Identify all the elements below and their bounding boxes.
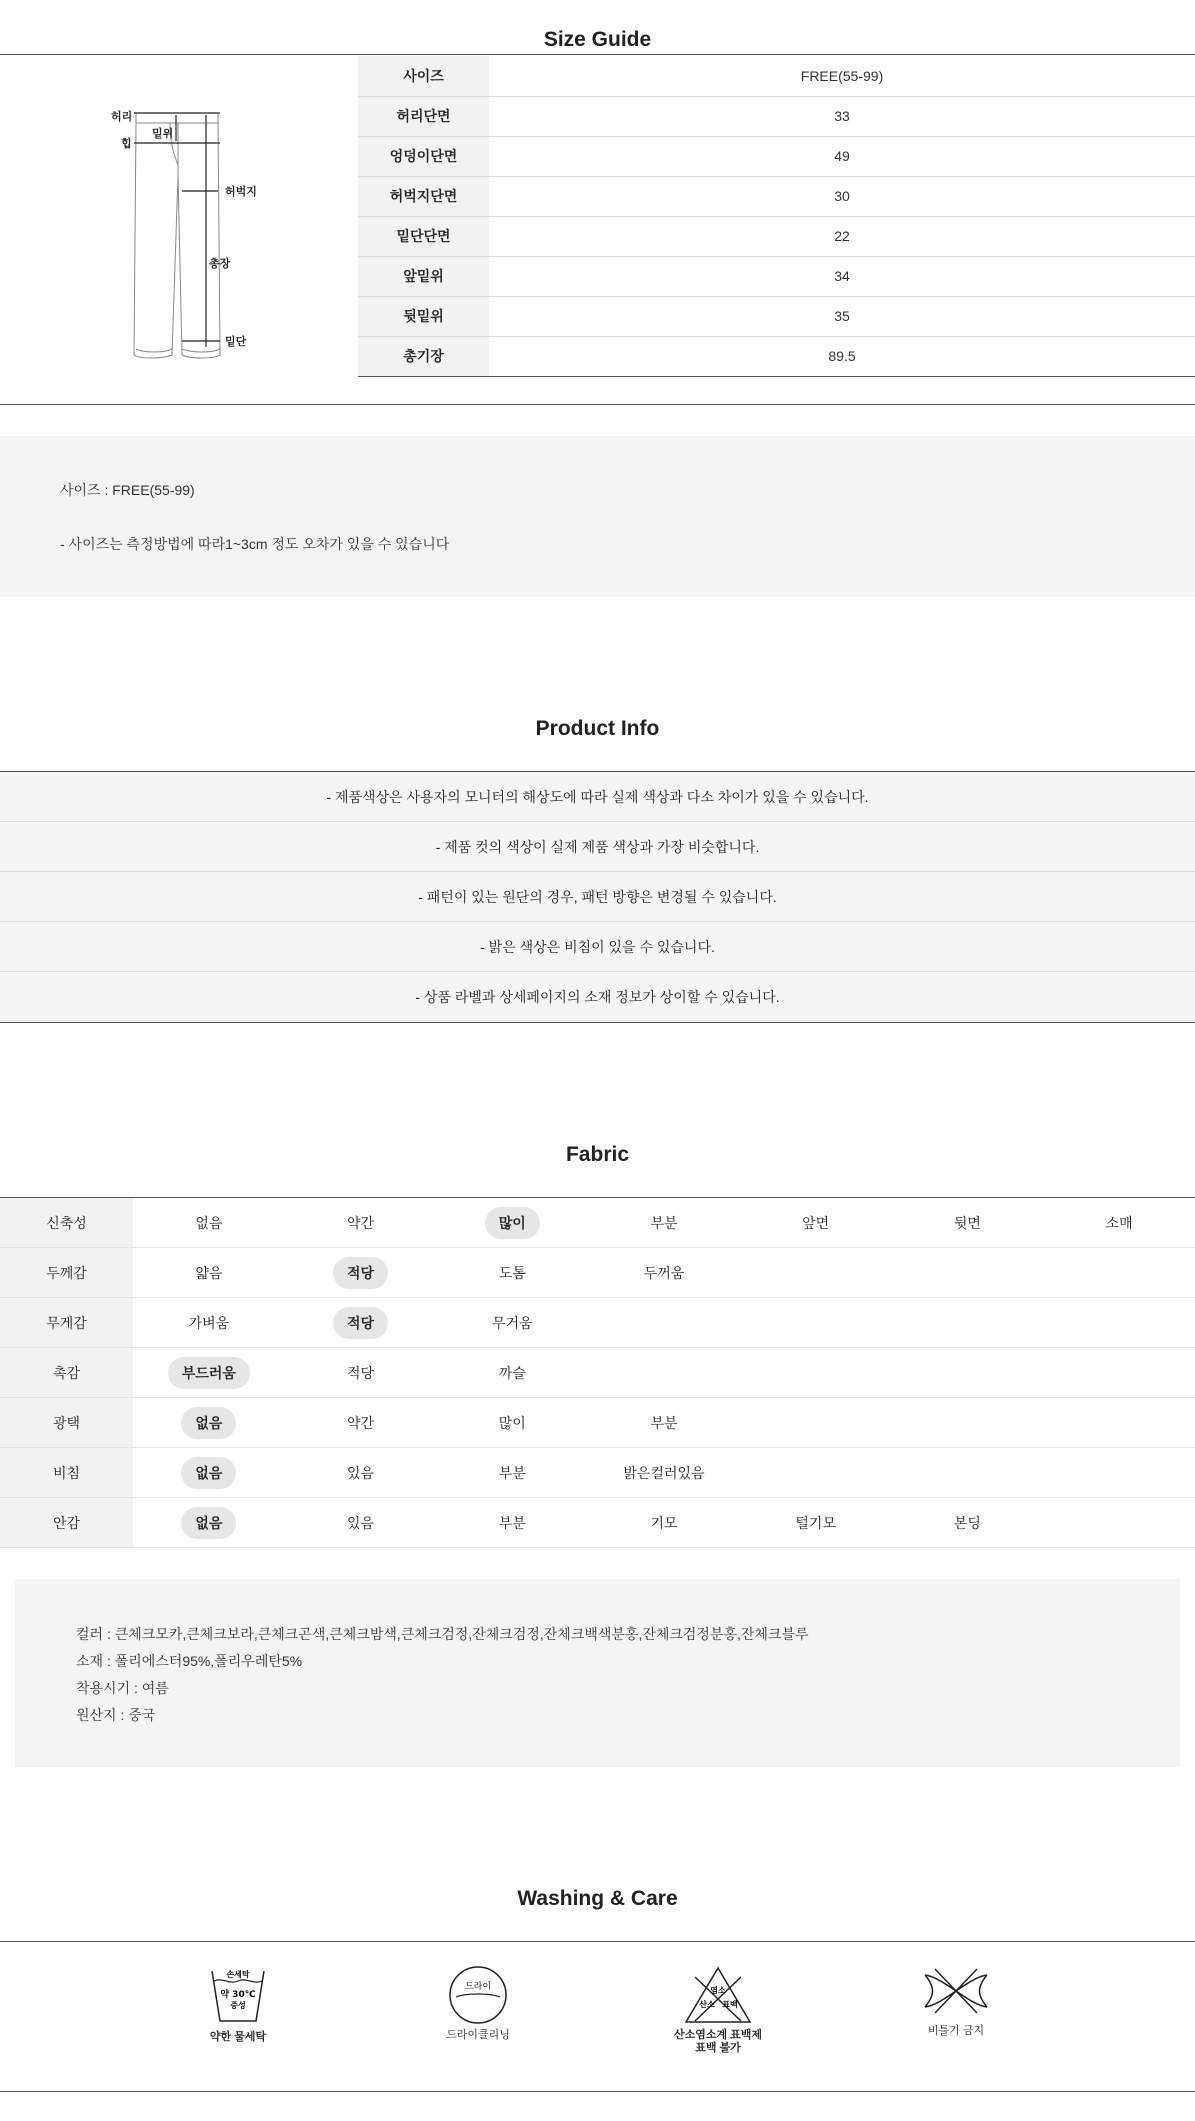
fabric-title: Fabric xyxy=(565,1143,630,1166)
size-note-line: - 사이즈는 측정방법에 따라1~3cm 정도 오차가 있을 수 있습니다 xyxy=(60,536,450,552)
fabric-option-selected: 없음 xyxy=(181,1457,236,1489)
fabric-option: 얇음 xyxy=(195,1264,223,1281)
fabric-option-cell xyxy=(133,1198,285,1248)
fabric-option: 없음 xyxy=(195,1214,223,1231)
fabric-option-cell xyxy=(1043,1348,1195,1398)
list-item: - 밝은 색상은 비침이 있을 수 있습니다. xyxy=(0,922,1195,972)
fabric-option-selected: 없음 xyxy=(181,1507,236,1539)
fabric-option-cell xyxy=(892,1298,1044,1348)
product-info-list xyxy=(0,771,1195,1023)
fabric-option-selected: 부드러움 xyxy=(168,1357,250,1389)
size-value: FREE(55-99) xyxy=(489,56,1195,96)
divider xyxy=(0,1941,1195,1942)
fabric-row-label: 광택 xyxy=(0,1398,133,1448)
size-table xyxy=(358,56,1195,377)
size-label: 허벅지단면 xyxy=(358,176,489,216)
wash-label: 산소염소계 표백제 xyxy=(673,2029,763,2041)
wash-symbol-text: 중성 xyxy=(230,2001,246,2010)
hem-label: 밑단 xyxy=(225,336,247,348)
fabric-option-cell xyxy=(892,1198,1044,1248)
divider xyxy=(0,2091,1195,2092)
fabric-option-cell xyxy=(285,1248,437,1298)
fabric-row xyxy=(0,1348,1195,1398)
fabric-option-cell xyxy=(285,1398,437,1448)
fabric-option-cell xyxy=(436,1448,588,1498)
table-row xyxy=(358,256,1195,296)
fabric-option: 털기모 xyxy=(795,1514,836,1531)
fabric-option-cell xyxy=(133,1498,285,1548)
fabric-option-cell xyxy=(588,1248,740,1298)
fabric-option-cell xyxy=(133,1348,285,1398)
fabric-row xyxy=(0,1248,1195,1298)
size-value: 30 xyxy=(489,176,1195,216)
no-bleach-icon xyxy=(683,1965,753,2025)
fabric-option: 앞면 xyxy=(802,1214,830,1231)
divider xyxy=(0,404,1195,405)
fabric-option-cell xyxy=(740,1198,892,1248)
size-label: 앞밑위 xyxy=(358,256,489,296)
fabric-option-cell xyxy=(740,1348,892,1398)
fabric-option-cell xyxy=(740,1298,892,1348)
wash-item xyxy=(638,1965,798,2055)
length-label: 총장 xyxy=(209,258,231,270)
fabric-option-cell xyxy=(892,1398,1044,1448)
fabric-option: 부분 xyxy=(498,1514,526,1531)
wash-symbol-text: 약 30℃ xyxy=(220,1990,256,2000)
size-guide-title: Size Guide xyxy=(543,28,652,51)
fabric-option: 많이 xyxy=(498,1414,526,1431)
fabric-option-cell xyxy=(1043,1248,1195,1298)
table-row xyxy=(358,56,1195,96)
fabric-option-cell xyxy=(436,1198,588,1248)
fabric-row-label: 두께감 xyxy=(0,1248,133,1298)
waist-label: 허리 xyxy=(111,111,133,123)
fabric-table xyxy=(0,1197,1195,1548)
size-value: 34 xyxy=(489,256,1195,296)
size-value: 89.5 xyxy=(489,336,1195,376)
dry-clean-icon xyxy=(448,1965,508,2025)
size-value: 22 xyxy=(489,216,1195,256)
hip-label: 힙 xyxy=(121,138,132,150)
season-spec: 착용시기 : 여름 xyxy=(76,1680,169,1696)
color-spec: 컬러 : 큰체크모카,큰체크보라,큰체크곤색,큰체크밤색,큰체크검정,잔체크검정,잔체크백색분홍,잔체크검정분홍,잔체크블루 xyxy=(76,1626,809,1642)
fabric-option-cell xyxy=(740,1498,892,1548)
fabric-option: 소매 xyxy=(1105,1214,1133,1231)
fabric-option-cell xyxy=(285,1298,437,1348)
size-label: 허리단면 xyxy=(358,96,489,136)
fabric-option-cell xyxy=(588,1498,740,1548)
size-label: 뒷밑위 xyxy=(358,296,489,336)
size-value: 49 xyxy=(489,136,1195,176)
fabric-option-cell xyxy=(892,1448,1044,1498)
fabric-option-cell xyxy=(892,1348,1044,1398)
fabric-option: 적당 xyxy=(347,1364,375,1381)
fabric-option-cell xyxy=(588,1348,740,1398)
size-value: 35 xyxy=(489,296,1195,336)
fabric-option: 두꺼움 xyxy=(643,1264,685,1281)
wash-symbol-text: 산소 xyxy=(699,2000,715,2009)
fabric-option-cell xyxy=(436,1498,588,1548)
fabric-option-cell xyxy=(740,1398,892,1448)
divider xyxy=(0,54,1195,55)
fabric-option-cell xyxy=(1043,1198,1195,1248)
size-note-line: 사이즈 : FREE(55-99) xyxy=(60,482,195,498)
wash-label: 약한 물세탁 xyxy=(209,2031,267,2043)
size-note-box xyxy=(0,436,1195,597)
wash-label: 표백 불가 xyxy=(695,2042,741,2054)
fabric-option-cell xyxy=(892,1498,1044,1548)
fabric-option: 약간 xyxy=(347,1214,375,1231)
wash-symbol-text: 손세탁 xyxy=(226,1970,250,1979)
fabric-option-cell xyxy=(133,1298,285,1348)
table-row xyxy=(358,176,1195,216)
fabric-row xyxy=(0,1448,1195,1498)
fabric-option-cell xyxy=(588,1448,740,1498)
fabric-option-cell xyxy=(436,1398,588,1448)
wash-label: 드라이클리닝 xyxy=(446,2029,510,2041)
wash-symbol-text: 표백 xyxy=(722,2000,738,2009)
wash-symbol-text: 염소 xyxy=(710,1986,726,1995)
size-label: 사이즈 xyxy=(358,56,489,96)
fabric-option: 밝은컬러있음 xyxy=(623,1464,705,1481)
fabric-option: 도톰 xyxy=(498,1264,526,1281)
fabric-option-cell xyxy=(588,1398,740,1448)
fabric-option-cell xyxy=(285,1448,437,1498)
size-value: 33 xyxy=(489,96,1195,136)
fabric-option-cell xyxy=(892,1248,1044,1298)
table-row xyxy=(358,216,1195,256)
fabric-option-cell xyxy=(1043,1298,1195,1348)
fabric-row-label: 비침 xyxy=(0,1448,133,1498)
fabric-option: 무거움 xyxy=(491,1314,533,1331)
fabric-row-label: 무게감 xyxy=(0,1298,133,1348)
fabric-option: 부분 xyxy=(650,1214,678,1231)
fabric-row xyxy=(0,1498,1195,1548)
fabric-row xyxy=(0,1298,1195,1348)
wash-label: 비틀기 금지 xyxy=(927,2025,985,2037)
pants-diagram xyxy=(100,95,300,375)
fabric-option-selected: 적당 xyxy=(333,1257,388,1289)
product-info-title: Product Info xyxy=(535,717,660,740)
fabric-option-cell xyxy=(285,1348,437,1398)
size-label: 총기장 xyxy=(358,336,489,376)
wash-item xyxy=(876,1965,1036,2038)
fabric-option: 뒷면 xyxy=(953,1214,981,1231)
fabric-option: 까슬 xyxy=(498,1364,526,1381)
fabric-row-label: 안감 xyxy=(0,1498,133,1548)
wash-item xyxy=(398,1965,558,2042)
fabric-row-label: 신축성 xyxy=(0,1198,133,1248)
fabric-option-cell xyxy=(1043,1498,1195,1548)
fabric-option-cell xyxy=(740,1248,892,1298)
fabric-option-cell xyxy=(133,1398,285,1448)
fabric-option: 부분 xyxy=(650,1414,678,1431)
wash-item xyxy=(158,1965,318,2044)
fabric-option-cell xyxy=(740,1448,892,1498)
fabric-option-cell xyxy=(588,1198,740,1248)
table-row xyxy=(358,136,1195,176)
fabric-option-selected: 적당 xyxy=(333,1307,388,1339)
rise-label: 밑위 xyxy=(152,128,174,140)
fabric-option-cell xyxy=(1043,1448,1195,1498)
fabric-option: 있음 xyxy=(347,1514,375,1531)
table-row xyxy=(358,96,1195,136)
material-spec: 소재 : 폴리에스터95%,폴리우레탄5% xyxy=(76,1653,303,1669)
washing-title: Washing & Care xyxy=(517,1887,678,1910)
no-wring-icon xyxy=(921,1965,991,2015)
table-row xyxy=(358,336,1195,376)
fabric-option: 가벼움 xyxy=(188,1314,230,1331)
table-row xyxy=(358,296,1195,336)
fabric-option: 본딩 xyxy=(953,1514,981,1531)
gentle-hand-wash-icon xyxy=(208,1965,268,2027)
fabric-option-cell xyxy=(285,1198,437,1248)
fabric-option: 약간 xyxy=(347,1414,375,1431)
fabric-option-cell xyxy=(285,1498,437,1548)
spec-box xyxy=(15,1579,1180,1767)
fabric-option-cell xyxy=(1043,1398,1195,1448)
fabric-option-selected: 없음 xyxy=(181,1407,236,1439)
origin-spec: 원산지 : 중국 xyxy=(76,1707,156,1723)
fabric-option-cell xyxy=(588,1298,740,1348)
list-item: - 상품 라벨과 상세페이지의 소재 정보가 상이할 수 있습니다. xyxy=(0,972,1195,1022)
fabric-row xyxy=(0,1198,1195,1248)
list-item: - 패턴이 있는 원단의 경우, 패턴 방향은 변경될 수 있습니다. xyxy=(0,872,1195,922)
size-label: 밑단단면 xyxy=(358,216,489,256)
size-label: 엉덩이단면 xyxy=(358,136,489,176)
wash-symbol-text: 드라이 xyxy=(464,1982,492,1992)
fabric-option-selected: 많이 xyxy=(485,1207,540,1239)
list-item: - 제품 컷의 색상이 실제 제품 색상과 가장 비슷합니다. xyxy=(0,822,1195,872)
fabric-option-cell xyxy=(133,1248,285,1298)
fabric-option-cell xyxy=(133,1448,285,1498)
list-item: - 제품색상은 사용자의 모니터의 해상도에 따라 실제 색상과 다소 차이가 있을 수 있습니다. xyxy=(0,772,1195,822)
thigh-label: 허벅지 xyxy=(225,186,257,198)
fabric-option-cell xyxy=(436,1348,588,1398)
fabric-option-cell xyxy=(436,1248,588,1298)
fabric-option: 부분 xyxy=(498,1464,526,1481)
fabric-option: 기모 xyxy=(650,1514,678,1531)
fabric-option-cell xyxy=(436,1298,588,1348)
fabric-row xyxy=(0,1398,1195,1448)
fabric-option: 있음 xyxy=(347,1464,375,1481)
fabric-row-label: 촉감 xyxy=(0,1348,133,1398)
